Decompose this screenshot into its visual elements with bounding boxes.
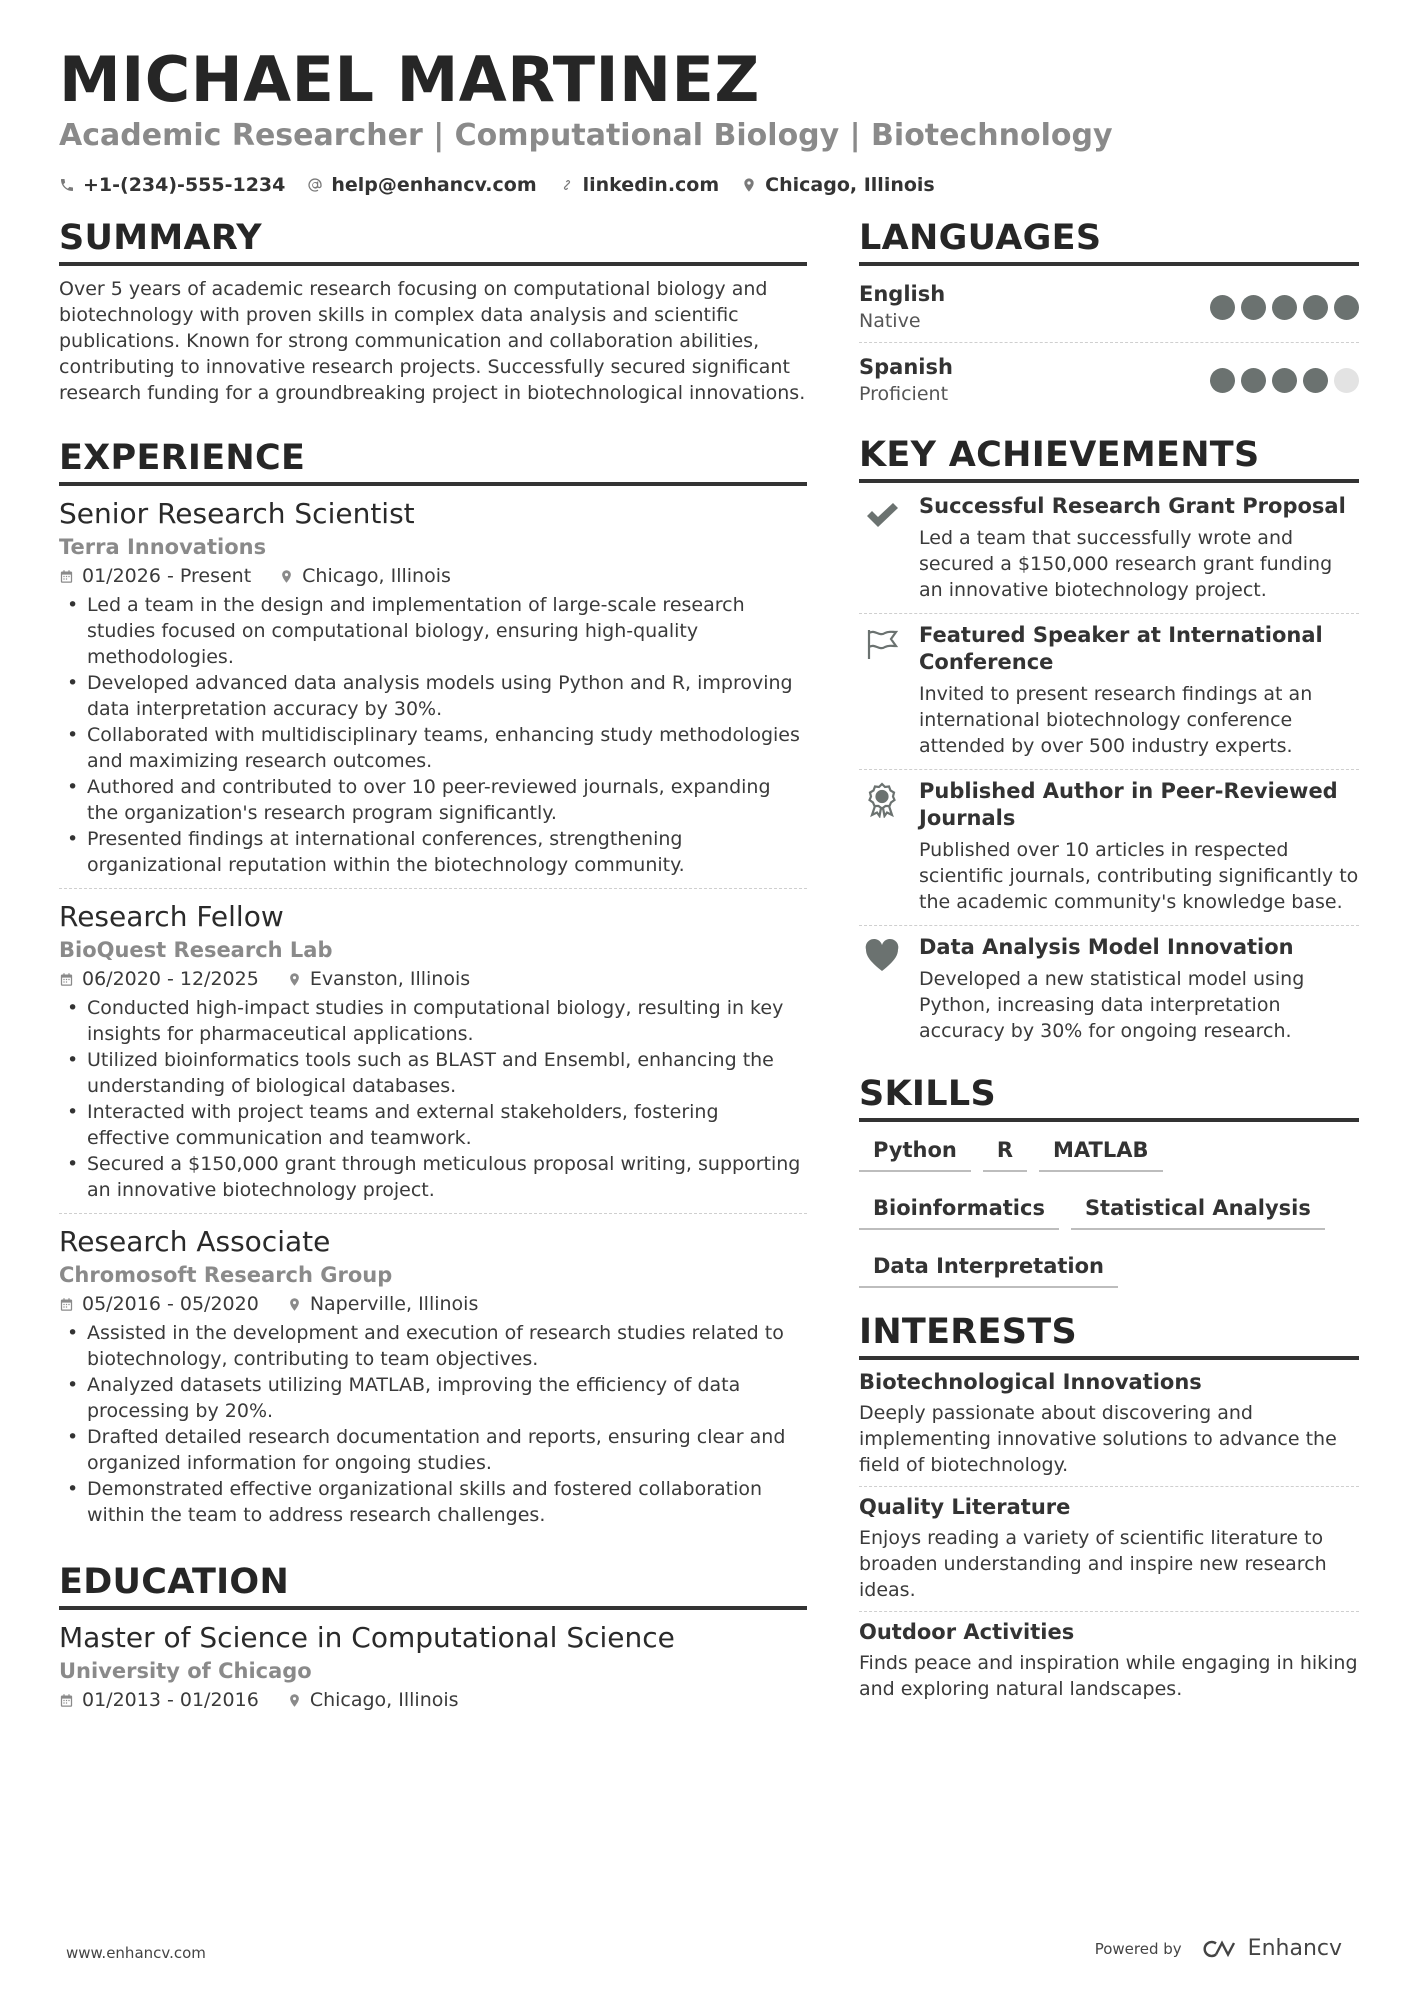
job-bullet: • Developed advanced data analysis models using Python and R, improving data interpretation accuracy by 30%. — [59, 670, 807, 722]
rating-dot — [1210, 368, 1235, 393]
calendar-icon — [59, 1297, 74, 1312]
interest-description: Finds peace and inspiration while engaging in hiking and exploring natural landscapes. — [859, 1652, 1358, 1700]
skills-section — [859, 1072, 1359, 1288]
calendar-icon — [59, 1693, 74, 1708]
rating-dot — [1272, 295, 1297, 320]
job-bullets — [59, 995, 807, 1203]
job-bullet: • Collaborated with multidisciplinary teams, enhancing study methodologies and maximizing research outcomes. — [59, 722, 807, 774]
language-info — [859, 280, 945, 334]
job-meta — [59, 965, 807, 993]
language-name: English — [859, 282, 946, 306]
achievement-item — [859, 485, 1359, 614]
achievement-item — [859, 770, 1359, 926]
languages-list — [859, 276, 1359, 415]
achievement-description: Invited to present research findings at an international biotechnology conference attended by over 500 industry experts. — [919, 683, 1313, 757]
experience-list — [59, 496, 807, 1538]
job-dates-text: 06/2020 - 12/2025 — [82, 968, 259, 990]
rating-dot — [1334, 295, 1359, 320]
interest-description: Deeply passionate about discovering and implementing innovative solutions to advance the field of biotechnology. — [859, 1402, 1337, 1476]
skills-heading: SKILLS — [859, 1072, 1359, 1122]
job-dates-text: 05/2016 - 05/2020 — [82, 1293, 259, 1315]
job-bullet: • Presented findings at international conferences, strengthening organizational reputation within the biotechnology community. — [59, 826, 807, 878]
linkedin-text: linkedin.com — [582, 174, 720, 196]
contact-email[interactable] — [307, 174, 536, 196]
footer-branding — [1095, 1936, 1342, 1961]
job-dates — [59, 1290, 259, 1318]
phone-text: +1-(234)-555-1234 — [83, 174, 286, 196]
checkmark-icon — [859, 493, 905, 603]
resume-header — [59, 44, 1359, 196]
job-bullet: • Analyzed datasets utilizing MATLAB, improving the efficiency of data processing by 20%. — [59, 1372, 807, 1424]
left-column — [59, 216, 807, 1724]
heart-icon — [859, 934, 905, 1044]
job-location — [287, 965, 470, 993]
achievement-body — [919, 622, 1359, 759]
candidate-title: Academic Researcher | Computational Biology | Biotechnology — [59, 118, 1113, 153]
link-icon — [559, 177, 575, 193]
interest-title: Quality Literature — [859, 1495, 1071, 1519]
company-name: Terra Innovations — [59, 535, 267, 559]
skill-tag: Python — [859, 1132, 971, 1172]
rating-dot — [1303, 295, 1328, 320]
achievement-title: Successful Research Grant Proposal — [919, 494, 1346, 518]
job-bullet: • Authored and contributed to over 10 peer-reviewed journals, expanding the organization's research program significantly. — [59, 774, 807, 826]
job-bullet: • Led a team in the design and implementation of large-scale research studies focused on computational biology, ensuring high-quality methodologies. — [59, 592, 807, 670]
award-medal-icon — [859, 778, 905, 915]
achievement-body — [919, 934, 1359, 1044]
contact-location — [741, 174, 935, 196]
experience-entry — [59, 899, 807, 1214]
achievement-body — [919, 493, 1359, 603]
job-title: Research Associate — [59, 1225, 331, 1258]
calendar-icon — [59, 972, 74, 987]
experience-entry — [59, 496, 807, 889]
phone-icon — [59, 177, 75, 193]
achievements-list — [859, 485, 1359, 1054]
job-title: Research Fellow — [59, 900, 284, 933]
achievements-section — [859, 433, 1359, 1054]
languages-heading: LANGUAGES — [859, 216, 1359, 266]
achievement-body — [919, 778, 1359, 915]
calendar-icon — [59, 569, 74, 584]
skill-tag: Data Interpretation — [859, 1248, 1118, 1288]
achievement-title: Featured Speaker at International Conference — [919, 623, 1323, 674]
education-section — [59, 1560, 807, 1714]
achievement-description: Led a team that successfully wrote and secured a $150,000 research grant funding an innovative biotechnology project. — [919, 527, 1333, 601]
achievement-description: Developed a new statistical model using Python, increasing data interpretation accuracy by 30% for ongoing research. — [919, 968, 1305, 1042]
location-pin-icon — [279, 569, 294, 584]
interest-title: Outdoor Activities — [859, 1620, 1075, 1644]
achievement-item — [859, 614, 1359, 770]
interest-item — [859, 1487, 1359, 1612]
company-name: BioQuest Research Lab — [59, 938, 333, 962]
job-bullet: • Drafted detailed research documentation and reports, ensuring clear and organized information for ongoing studies. — [59, 1424, 807, 1476]
job-bullets — [59, 592, 807, 878]
achievement-title: Data Analysis Model Innovation — [919, 935, 1294, 959]
job-bullet: • Demonstrated effective organizational skills and fostered collaboration within the team to address research challenges. — [59, 1476, 807, 1528]
location-pin-icon — [287, 1693, 302, 1708]
job-bullet: • Interacted with project teams and external stakeholders, fostering effective communication and teamwork. — [59, 1099, 807, 1151]
skill-tag: MATLAB — [1039, 1132, 1162, 1172]
rating-dot — [1241, 295, 1266, 320]
flag-icon — [859, 622, 905, 759]
education-location — [287, 1686, 459, 1714]
interests-heading: INTERESTS — [859, 1310, 1359, 1360]
interest-item — [859, 1362, 1359, 1487]
achievements-heading: KEY ACHIEVEMENTS — [859, 433, 1359, 483]
job-location-text: Naperville, Illinois — [309, 1293, 479, 1315]
contact-bar — [59, 174, 1359, 196]
email-text: help@enhancv.com — [331, 174, 537, 196]
language-rating — [1210, 295, 1359, 320]
enhancv-logo-icon — [1200, 1937, 1240, 1961]
language-level: Proficient — [859, 383, 949, 405]
job-location-text: Evanston, Illinois — [309, 968, 471, 990]
job-title: Senior Research Scientist — [59, 497, 415, 530]
job-dates — [59, 965, 259, 993]
job-dates-text: 01/2026 - Present — [82, 565, 252, 587]
interest-title: Biotechnological Innovations — [859, 1370, 1202, 1394]
education-entry — [59, 1620, 807, 1714]
rating-dot — [1241, 368, 1266, 393]
job-meta — [59, 562, 807, 590]
degree-title: Master of Science in Computational Science — [59, 1621, 675, 1654]
company-name: Chromosoft Research Group — [59, 1263, 393, 1287]
brand-name: Enhancv — [1247, 1936, 1342, 1961]
summary-text: Over 5 years of academic research focusing on computational biology and biotechnology with proven skills in complex data analysis and scientific publications. Known for strong communication and collaboration abilities, contributing to innovative research projects. Successfully secured significant research funding for a groundbreaking project in biotechnological innovations. — [59, 278, 806, 404]
job-location — [279, 562, 451, 590]
job-bullet: • Assisted in the development and execution of research studies related to biotechnology, contributing to team objectives. — [59, 1320, 807, 1372]
contact-phone[interactable] — [59, 174, 285, 196]
interests-list — [859, 1362, 1359, 1710]
location-text: Chicago, Illinois — [765, 174, 935, 196]
experience-heading: EXPERIENCE — [59, 436, 807, 486]
education-dates — [59, 1686, 259, 1714]
candidate-name: MICHAEL MARTINEZ — [59, 43, 760, 116]
job-bullets — [59, 1320, 807, 1528]
footer-website[interactable]: www.enhancv.com — [66, 1944, 206, 1962]
right-column — [859, 216, 1359, 1710]
languages-section — [859, 216, 1359, 415]
job-bullet: • Secured a $150,000 grant through meticulous proposal writing, supporting an innovative biotechnology project. — [59, 1151, 807, 1203]
experience-entry — [59, 1224, 807, 1538]
skills-list — [859, 1132, 1359, 1288]
rating-dot — [1303, 368, 1328, 393]
skill-tag: Statistical Analysis — [1071, 1190, 1325, 1230]
language-name: Spanish — [859, 355, 953, 379]
job-location — [287, 1290, 479, 1318]
achievement-item — [859, 926, 1359, 1054]
rating-dot — [1334, 368, 1359, 393]
contact-linkedin[interactable] — [559, 174, 720, 196]
job-bullet: • Conducted high-impact studies in computational biology, resulting in key insights for pharmaceutical applications. — [59, 995, 807, 1047]
experience-section — [59, 436, 807, 1538]
language-item — [859, 349, 1359, 415]
summary-heading: SUMMARY — [59, 216, 807, 266]
skill-tag: Bioinformatics — [859, 1190, 1059, 1230]
at-sign-icon — [307, 177, 323, 193]
school-name: University of Chicago — [59, 1659, 312, 1683]
rating-dot — [1210, 295, 1235, 320]
education-dates-text: 01/2013 - 01/2016 — [82, 1689, 259, 1711]
interest-item — [859, 1612, 1359, 1710]
location-pin-icon — [741, 177, 757, 193]
education-meta — [59, 1686, 807, 1714]
location-pin-icon — [287, 1297, 302, 1312]
achievement-title: Published Author in Peer-Reviewed Journals — [919, 779, 1338, 830]
interests-section — [859, 1310, 1359, 1710]
education-location-text: Chicago, Illinois — [309, 1689, 459, 1711]
achievement-description: Published over 10 articles in respected scientific journals, contributing significantly to the academic community's knowledge base. — [919, 839, 1359, 913]
job-location-text: Chicago, Illinois — [302, 565, 451, 587]
language-rating — [1210, 368, 1359, 393]
job-meta — [59, 1290, 807, 1318]
summary-section — [59, 216, 807, 406]
language-item — [859, 276, 1359, 343]
job-dates — [59, 562, 251, 590]
language-level: Native — [859, 310, 921, 332]
skill-tag: R — [983, 1132, 1027, 1172]
rating-dot — [1272, 368, 1297, 393]
location-pin-icon — [287, 972, 302, 987]
interest-description: Enjoys reading a variety of scientific literature to broaden understanding and inspire new research ideas. — [859, 1527, 1327, 1601]
powered-by-label: Powered by — [1094, 1939, 1182, 1958]
language-info — [859, 353, 953, 407]
job-bullet: • Utilized bioinformatics tools such as BLAST and Ensembl, enhancing the understanding of biological databases. — [59, 1047, 807, 1099]
brand-logo[interactable] — [1200, 1936, 1342, 1961]
education-heading: EDUCATION — [59, 1560, 807, 1610]
